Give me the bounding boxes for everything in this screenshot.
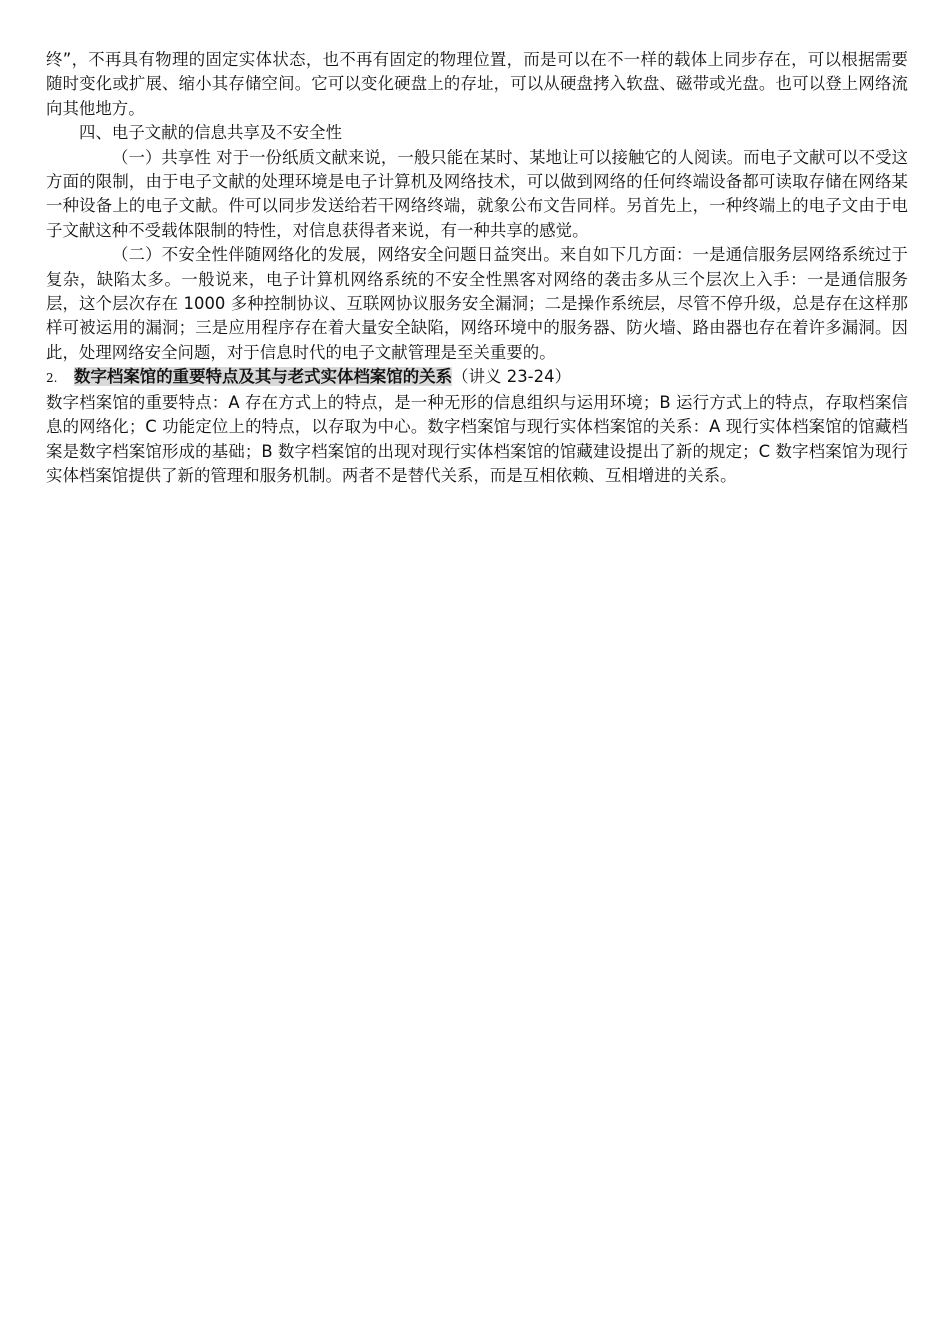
- document-page: [46, 48, 908, 488]
- question-reference: （讲义 23-24）: [452, 367, 572, 387]
- paragraph-answer: 数字档案馆的重要特点：A 存在方式上的特点，是一种无形的信息组织与运用环境；B 运行方式上的特点，存取档案信息的网络化；C 功能定位上的特点，以存取为中心。数字档案馆与现行实体档案馆的关系：A 现行实体档案馆的馆藏档案是数字档案馆形成的基础；B 数字档案馆的出现对现行实体档案馆的馆藏建设提出了新的规定；C 数字档案馆为现行实体档案馆提供了新的管理和服务机制。两者不是替代关系，而是互相依赖、互相增进的关系。: [46, 392, 908, 485]
- question-number: 2.: [46, 371, 58, 386]
- paragraph-insecurity: （二）不安全性伴随网络化的发展，网络安全问题日益突出。来自如下几方面：一是通信服务层网络系统过于复杂，缺陷太多。一般说来，电子计算机网络系统的不安全性黑客对网络的袭击多从三个层次上入手：一是通信服务层，这个层次存在 1000 多种控制协议、互联网协议服务安全漏洞；二是操作系统层，尽管不停升级，总是存在这样那样可被运用的漏洞；三是应用程序存在着大量安全缺陷，网络环境中的服务器、防火墙、路由器也存在着许多漏洞。因此，处理网络安全问题，对于信息时代的电子文献管理是至关重要的。: [46, 245, 908, 362]
- question-heading-2: [46, 365, 908, 390]
- section-heading-four: 四、电子文献的信息共享及不安全性: [79, 123, 343, 143]
- paragraph-storage: 终”，不再具有物理的固定实体状态，也不再有固定的物理位置，而是可以在不一样的载体上同步存在，可以根据需要随时变化或扩展、缩小其存储空间。它可以变化硬盘上的存址，可以从硬盘拷入软盘、磁带或光盘。也可以登上网络流向其他地方。: [46, 50, 908, 118]
- question-title: 数字档案馆的重要特点及其与老式实体档案馆的关系: [74, 367, 453, 387]
- paragraph-sharing: （一）共享性 对于一份纸质文献来说，一般只能在某时、某地让可以接触它的人阅读。而电子文献可以不受这方面的限制，由于电子文献的处理环境是电子计算机及网络技术，可以做到网络的任何终端设备都可读取存储在网络某一种设备上的电子文献。件可以同步发送给若干网络终端，就象公布文告同样。另首先上，一种终端上的电子文由于电子文献这种不受载体限制的特性，对信息获得者来说，有一种共享的感觉。: [46, 147, 908, 240]
